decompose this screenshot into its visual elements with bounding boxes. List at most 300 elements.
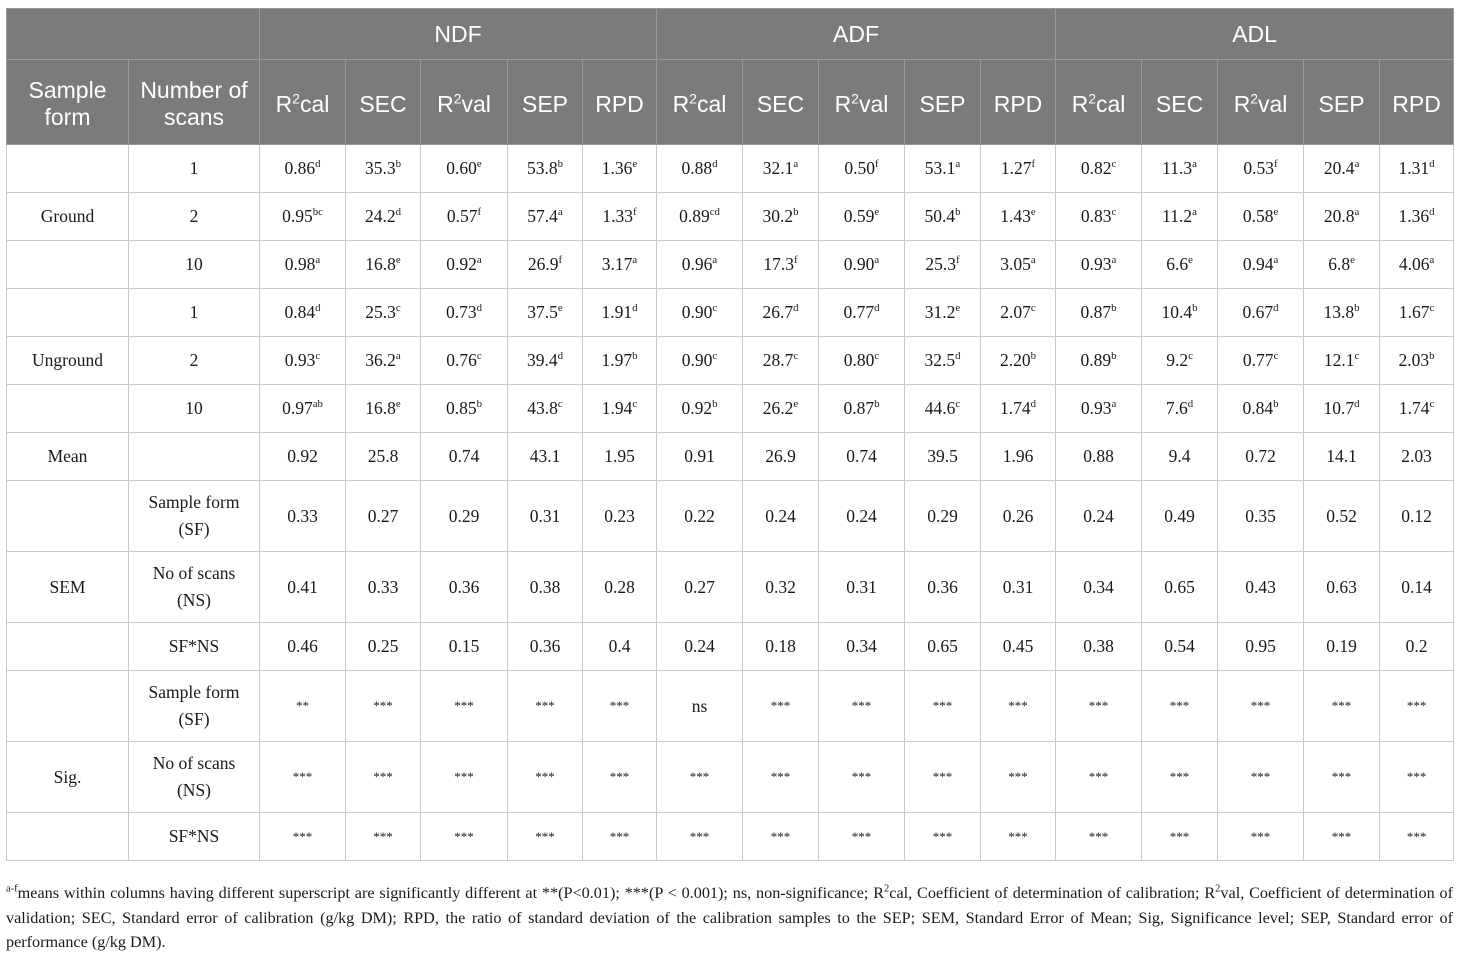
cell-value: 0.76 — [446, 350, 477, 370]
table-cell — [1142, 742, 1218, 813]
footnote-sup-2: 2 — [1215, 883, 1221, 895]
cell-value: 7.6 — [1165, 398, 1188, 418]
footnote-text-3: val, Coefficient of determination of validation; SEC, Standard error of calibration (g/kg DM); RPD, the ratio of standard deviation of the calibration samples to the SEP; SEM, Standard Error of Mean; Sig, Significance level; SEP, Standard error of performance (g/kg DM). — [6, 884, 1453, 951]
cell-superscript: a — [955, 158, 961, 171]
cell-value: 0.84 — [284, 302, 316, 322]
cell-value: *** — [851, 698, 872, 713]
table-cell — [743, 337, 819, 385]
cell-superscript: b — [1429, 350, 1435, 363]
table-cell — [346, 623, 421, 671]
cell-value: 0.72 — [1245, 446, 1276, 466]
table-cell — [1380, 671, 1454, 742]
cell-value: 0.87 — [1080, 302, 1112, 322]
metric-header — [346, 60, 421, 145]
table-cell — [657, 193, 743, 241]
table-cell — [905, 481, 981, 552]
cell-value: 26.2 — [762, 398, 794, 418]
table-cell — [819, 742, 905, 813]
cell-value: *** — [373, 769, 393, 784]
cell-value: *** — [609, 828, 630, 844]
table-cell — [981, 193, 1056, 241]
cell-superscript: a — [874, 254, 880, 267]
cell-value: *** — [609, 698, 630, 713]
cell-superscript: cd — [709, 206, 720, 219]
table-cell — [1304, 289, 1380, 337]
cell-value: 30.2 — [762, 206, 794, 226]
table-cell — [421, 433, 508, 481]
row-sub-label: SF*NS — [129, 813, 260, 861]
table-cell — [346, 385, 421, 433]
cell-value: 0.84 — [1242, 398, 1274, 418]
table-cell — [1142, 385, 1218, 433]
table-cell — [1218, 742, 1304, 813]
metric-header — [583, 60, 657, 145]
table-cell — [508, 481, 583, 552]
metric-header — [905, 60, 981, 145]
metric-header-suffix: val — [1258, 90, 1288, 117]
cell-value: 0.33 — [367, 576, 399, 597]
table-cell — [819, 241, 905, 289]
cell-superscript: b — [955, 206, 961, 219]
cell-superscript: b — [712, 398, 718, 411]
table-cell — [657, 813, 743, 861]
cell-value: 44.6 — [924, 398, 956, 418]
row-sub-label: 10 — [129, 241, 260, 289]
table-row — [7, 145, 1454, 193]
metric-header-superscript: 2 — [1250, 90, 1258, 106]
table-cell — [260, 289, 346, 337]
cell-value: *** — [689, 769, 710, 784]
cell-value: 0.54 — [1164, 636, 1195, 656]
cell-value: 0.90 — [681, 350, 713, 370]
cell-value: 0.98 — [284, 254, 316, 274]
cell-value: 0.18 — [765, 636, 796, 656]
cell-value: 25.8 — [367, 446, 399, 466]
cell-value: *** — [851, 769, 872, 784]
cell-value: ns — [691, 695, 708, 716]
cell-value: *** — [689, 828, 710, 844]
cell-value: 0.87 — [843, 398, 875, 418]
metric-header-base: R — [834, 90, 852, 117]
table-cell — [981, 337, 1056, 385]
cell-value: 0.38 — [529, 576, 561, 597]
cell-value: 0.38 — [1083, 636, 1114, 656]
cell-value: 0.53 — [1243, 158, 1275, 178]
row-group-label: Sig. — [7, 742, 129, 813]
cell-value: *** — [1088, 828, 1109, 844]
cell-value: *** — [1169, 769, 1190, 784]
cell-superscript: d — [315, 302, 321, 315]
group-header-adl: ADL — [1056, 9, 1454, 60]
table-cell — [819, 145, 905, 193]
row-sub-label-line: No of scans — [152, 563, 236, 583]
table-cell — [1142, 145, 1218, 193]
cell-superscript: b — [395, 158, 402, 171]
cell-value: 0.95 — [282, 206, 313, 226]
table-cell — [583, 671, 657, 742]
table-row — [7, 623, 1454, 671]
table-cell — [583, 813, 657, 861]
metric-header — [981, 60, 1056, 145]
table-cell — [421, 671, 508, 742]
cell-value: 24.2 — [364, 206, 396, 226]
calibration-results-table — [6, 8, 1454, 861]
cell-value: *** — [932, 769, 953, 784]
cell-value: 0.36 — [927, 576, 958, 597]
cell-superscript: d — [476, 302, 483, 315]
cell-value: 9.2 — [1166, 350, 1189, 370]
cell-value: 0.65 — [1164, 576, 1195, 597]
table-cell — [1056, 289, 1142, 337]
metric-header — [1056, 60, 1142, 145]
cell-value: 0.49 — [1164, 505, 1195, 526]
table-cell — [421, 337, 508, 385]
cell-superscript: d — [874, 302, 880, 315]
table-cell — [819, 481, 905, 552]
metric-header-suffix: cal — [1096, 90, 1126, 117]
corner-cell — [7, 9, 260, 60]
cell-superscript: d — [632, 302, 638, 315]
cell-value: 10.7 — [1323, 398, 1355, 418]
cell-value: 0.41 — [287, 576, 318, 597]
table-cell — [657, 433, 743, 481]
cell-superscript: d — [1273, 302, 1279, 315]
metric-header-base: R — [1071, 90, 1089, 117]
cell-superscript: a — [1192, 158, 1197, 171]
cell-value: *** — [851, 828, 872, 844]
cell-superscript: f — [633, 206, 637, 219]
cell-superscript: e — [632, 158, 638, 171]
cell-value: 0.22 — [684, 505, 715, 526]
table-cell — [905, 385, 981, 433]
row-group-label: SEM — [7, 552, 129, 623]
cell-value: 1.27 — [1000, 158, 1032, 178]
metric-header-base: SEP — [521, 90, 569, 117]
cell-value: 0.93 — [1080, 398, 1112, 418]
row-sub-label-line: (SF) — [178, 519, 210, 539]
cell-value: 0.60 — [446, 158, 477, 178]
cell-value: 36.2 — [365, 350, 396, 370]
cell-value: 0.25 — [367, 636, 399, 656]
table-cell — [1304, 552, 1380, 623]
table-cell — [583, 241, 657, 289]
table-cell — [1380, 813, 1454, 861]
cell-value: ** — [296, 698, 309, 713]
cell-value: 0.73 — [445, 302, 477, 322]
cell-value: 37.5 — [527, 302, 558, 322]
cell-value: 31.2 — [924, 302, 956, 322]
cell-value: *** — [373, 828, 393, 844]
table-cell — [657, 241, 743, 289]
cell-value: 25.3 — [925, 254, 956, 274]
table-cell — [260, 385, 346, 433]
cell-value: 57.4 — [527, 206, 558, 226]
table-cell — [743, 481, 819, 552]
table-cell — [583, 193, 657, 241]
cell-value: 0.29 — [927, 505, 958, 526]
cell-value: 0.77 — [843, 302, 875, 322]
table-cell — [981, 289, 1056, 337]
metric-header-row — [7, 60, 1454, 145]
metric-header-base: SEP — [919, 90, 966, 117]
cell-value: *** — [1250, 828, 1271, 844]
cell-value: 20.8 — [1323, 206, 1355, 226]
cell-value: *** — [770, 769, 791, 784]
row-sub-label — [129, 671, 260, 742]
table-row — [7, 552, 1454, 623]
table-cell — [905, 433, 981, 481]
table-cell — [657, 289, 743, 337]
cell-superscript: b — [1030, 350, 1037, 363]
row-group-label — [7, 145, 129, 193]
table-cell — [657, 623, 743, 671]
cell-value: 43.1 — [529, 446, 561, 466]
table-cell — [981, 671, 1056, 742]
cell-value: 11.3 — [1162, 158, 1193, 178]
cell-value: 0.32 — [765, 576, 796, 597]
table-cell — [260, 433, 346, 481]
cell-value: 0.90 — [843, 254, 875, 274]
cell-superscript: a — [557, 206, 563, 219]
cell-superscript: e — [793, 398, 799, 411]
row-group-label — [7, 289, 129, 337]
table-cell — [421, 385, 508, 433]
table-cell — [743, 671, 819, 742]
cell-value: 32.1 — [762, 158, 794, 178]
table-cell — [819, 552, 905, 623]
metric-header — [1304, 60, 1380, 145]
table-cell — [260, 552, 346, 623]
cell-superscript: c — [712, 302, 718, 315]
table-cell — [260, 145, 346, 193]
cell-value: *** — [609, 769, 630, 784]
cell-value: 17.3 — [763, 254, 794, 274]
cell-value: 0.82 — [1080, 158, 1112, 178]
table-cell — [583, 289, 657, 337]
table-cell — [657, 552, 743, 623]
metric-header-suffix: val — [461, 90, 491, 117]
cell-superscript: a — [1111, 398, 1117, 411]
cell-superscript: c — [1273, 350, 1279, 363]
cell-value: 0.89 — [679, 206, 710, 226]
metric-header-base: SEC — [1155, 90, 1204, 117]
cell-value: 0.33 — [287, 505, 318, 526]
metric-header-superscript: 2 — [851, 90, 859, 106]
cell-superscript: d — [793, 302, 799, 315]
cell-value: 35.3 — [364, 158, 396, 178]
cell-value: 26.9 — [765, 446, 796, 466]
metric-header-base: R — [275, 90, 293, 117]
cell-value: 28.7 — [762, 350, 794, 370]
table-row — [7, 481, 1454, 552]
table-cell — [905, 623, 981, 671]
cell-superscript: a — [1429, 254, 1435, 267]
metric-header — [508, 60, 583, 145]
table-cell — [1304, 433, 1380, 481]
table-cell — [583, 742, 657, 813]
table-row — [7, 289, 1454, 337]
cell-superscript: e — [1350, 254, 1355, 267]
table-cell — [346, 552, 421, 623]
cell-value: 0.59 — [843, 206, 875, 226]
cell-value: 0.67 — [1242, 302, 1274, 322]
cell-value: 3.17 — [601, 254, 633, 274]
cell-value: 0.97 — [282, 398, 313, 418]
cell-value: 1.95 — [604, 446, 635, 466]
row-group-label — [7, 241, 129, 289]
table-cell — [743, 289, 819, 337]
cell-value: 0.12 — [1401, 505, 1432, 526]
cell-superscript: b — [1111, 350, 1117, 363]
cell-superscript: c — [1354, 350, 1360, 363]
cell-value: 0.28 — [604, 576, 635, 597]
cell-value: 53.8 — [526, 158, 558, 178]
table-cell — [1056, 145, 1142, 193]
cell-value: 0.89 — [1080, 350, 1112, 370]
table-body — [7, 145, 1454, 861]
table-cell — [657, 337, 743, 385]
cell-superscript: d — [395, 206, 402, 219]
cell-value: 1.36 — [1398, 206, 1430, 226]
cell-value: 20.4 — [1323, 158, 1355, 178]
footnote-sup-1: 2 — [884, 883, 890, 895]
table-cell — [1142, 813, 1218, 861]
cell-superscript: d — [1354, 398, 1360, 411]
table-row — [7, 813, 1454, 861]
metric-header-base: R — [1233, 90, 1251, 117]
table-cell — [905, 813, 981, 861]
table-cell — [1380, 193, 1454, 241]
table-cell — [583, 145, 657, 193]
table-cell — [981, 241, 1056, 289]
cell-value: 0.24 — [846, 505, 877, 526]
table-cell — [346, 145, 421, 193]
table-cell — [819, 623, 905, 671]
cell-value: 0.74 — [846, 446, 877, 466]
cell-value: 10.4 — [1161, 302, 1193, 322]
table-footnote — [6, 881, 1453, 955]
cell-superscript: a — [315, 254, 321, 267]
table-row — [7, 671, 1454, 742]
cell-value: 0.31 — [529, 505, 561, 526]
cell-value: 0.2 — [1405, 636, 1428, 656]
cell-value: 0.80 — [843, 350, 875, 370]
metric-header-suffix: cal — [696, 90, 727, 117]
table-cell — [1056, 241, 1142, 289]
cell-superscript: e — [395, 398, 401, 411]
cell-superscript: c — [1030, 302, 1036, 315]
number-of-scans-header: Number of scans — [129, 60, 260, 145]
table-cell — [1218, 552, 1304, 623]
table-cell — [1380, 481, 1454, 552]
cell-value: 0.26 — [1002, 505, 1034, 526]
table-cell — [583, 385, 657, 433]
table-cell — [1380, 552, 1454, 623]
cell-superscript: f — [794, 254, 798, 267]
table-cell — [1218, 623, 1304, 671]
table-cell — [421, 813, 508, 861]
table-cell — [1218, 385, 1304, 433]
cell-superscript: c — [632, 398, 638, 411]
cell-superscript: c — [476, 350, 482, 363]
table-cell — [421, 552, 508, 623]
cell-value: 0.95 — [1245, 636, 1276, 656]
cell-value: *** — [454, 828, 474, 844]
cell-value: 0.46 — [287, 636, 318, 656]
cell-superscript: e — [955, 302, 961, 315]
cell-value: 0.96 — [681, 254, 713, 274]
cell-value: 43.8 — [527, 398, 558, 418]
table-cell — [583, 552, 657, 623]
cell-value: 0.74 — [448, 446, 480, 466]
cell-value: *** — [373, 698, 393, 713]
row-sub-label-line: (SF) — [178, 709, 210, 729]
table-cell — [421, 289, 508, 337]
cell-value: 0.24 — [1083, 505, 1114, 526]
table-cell — [657, 145, 743, 193]
cell-value: 0.24 — [765, 505, 796, 526]
cell-value: 0.86 — [284, 158, 316, 178]
metric-header-superscript: 2 — [453, 90, 462, 106]
table-cell — [508, 552, 583, 623]
cell-value: 0.34 — [846, 636, 877, 656]
cell-value: 1.96 — [1002, 446, 1034, 466]
metric-header-base: RPD — [595, 90, 644, 117]
cell-superscript: c — [557, 398, 563, 411]
table-cell — [981, 623, 1056, 671]
table-cell — [905, 193, 981, 241]
table-cell — [905, 145, 981, 193]
cell-value: 0.52 — [1326, 505, 1357, 526]
table-cell — [1142, 289, 1218, 337]
table-cell — [508, 433, 583, 481]
table-cell — [743, 742, 819, 813]
cell-value: 0.85 — [445, 398, 477, 418]
table-cell — [421, 145, 508, 193]
table-cell — [1380, 337, 1454, 385]
cell-value: *** — [454, 769, 474, 784]
table-cell — [819, 671, 905, 742]
table-cell — [1218, 337, 1304, 385]
cell-value: 0.77 — [1242, 350, 1274, 370]
table-cell — [508, 337, 583, 385]
table-cell — [421, 742, 508, 813]
cell-superscript: bc — [312, 206, 323, 219]
cell-value: 0.94 — [1242, 254, 1274, 274]
cell-value: *** — [1406, 769, 1427, 784]
cell-superscript: e — [476, 158, 482, 171]
table-cell — [905, 552, 981, 623]
table-cell — [346, 742, 421, 813]
table-cell — [743, 145, 819, 193]
cell-superscript: d — [712, 158, 718, 171]
table-cell — [1304, 241, 1380, 289]
cell-superscript: d — [1429, 206, 1435, 219]
cell-value: 0.31 — [1002, 576, 1034, 597]
cell-value: 2.20 — [1000, 350, 1031, 370]
cell-superscript: c — [1429, 398, 1435, 411]
footnote-text-1: means within columns having different superscript are significantly different at **(P<0.01); ***(P < 0.001); ns, non-significance; R — [17, 884, 885, 902]
table-cell — [1380, 241, 1454, 289]
table-cell — [1056, 552, 1142, 623]
row-group-label — [7, 385, 129, 433]
row-group-label: Ground — [7, 193, 129, 241]
cell-superscript: b — [476, 398, 483, 411]
row-sub-label-line: No of scans — [152, 753, 236, 773]
cell-value: 0.83 — [1080, 206, 1112, 226]
table-cell — [260, 241, 346, 289]
cell-value: 32.5 — [924, 350, 956, 370]
